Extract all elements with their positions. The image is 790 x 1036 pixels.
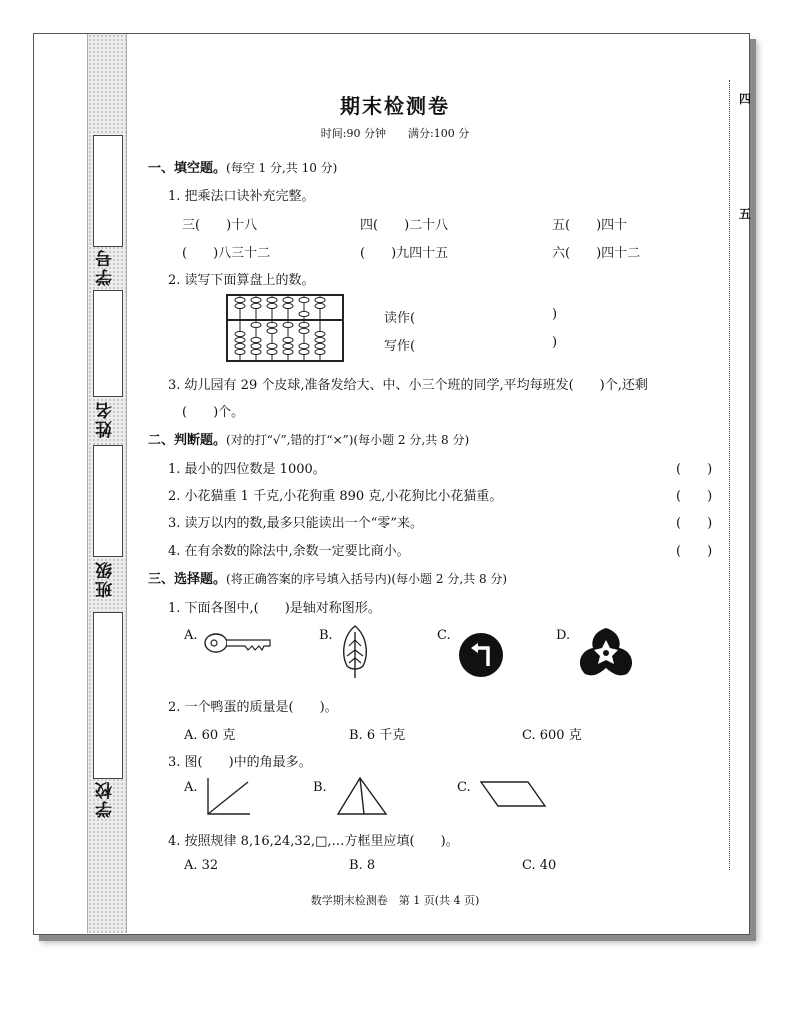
section-2-note: (对的打“√”,错的打“×”)(每小题 2 分,共 8 分) [226,433,470,447]
key-icon [202,628,274,658]
q1-1-item: 五( )四十 [552,218,628,233]
student-id-box[interactable] [93,135,123,247]
write-as-label: 写作( [384,339,416,354]
page-title: 期末检测卷 [340,94,450,118]
q1-1-item: 六( )四十二 [552,246,641,261]
edge-char-4: 四 [739,92,752,106]
angle-figure-a [204,776,254,818]
option-a-label: A. [184,780,198,795]
read-as-close: ) [552,307,558,322]
section-3-note: (将正确答案的序号填入括号内)(每小题 2 分,共 8 分) [226,572,508,586]
write-as-close: ) [552,335,558,350]
option-c: C. 600 克 [522,728,582,743]
q1-1-item: ( )八三十二 [182,246,271,261]
section-1-header [148,157,337,176]
judge-bracket[interactable]: ( ) [676,462,713,477]
option-b-label: B. [319,628,333,643]
leaf-icon [337,624,373,680]
option-a-label: A. [184,628,198,643]
section-2-title: 二、判断题。 [148,433,227,448]
read-as-label: 读作( [384,311,416,326]
q1-2-text: 2. 读写下面算盘上的数。 [168,273,315,288]
name-box[interactable] [93,290,123,397]
q1-3-line2: ( )个。 [182,405,245,420]
parallelogram-figure-c [478,778,548,810]
section-3-title: 三、选择题。 [148,572,227,587]
judge-item: 4. 在有余数的除法中,余数一定要比商小。 [168,544,410,559]
option-a: A. 32 [184,858,219,873]
option-b: B. 8 [349,858,376,873]
option-a: A. 60 克 [184,728,236,743]
edge-char-5: 五 [739,207,752,221]
turn-left-sign-icon [458,632,504,678]
q1-3-line1: 3. 幼儿园有 29 个皮球,准备发给大、中、小三个班的同学,平均每班发( )个,还剩 [168,378,648,393]
option-c-label: C. [457,780,471,795]
judge-bracket[interactable]: ( ) [676,544,713,559]
q3-1-text: 1. 下面各图中,( )是轴对称图形。 [168,601,381,616]
q3-3-text: 3. 图( )中的角最多。 [168,755,312,770]
school-box[interactable] [93,612,123,779]
student-id-label: 学号 [96,248,116,286]
q3-4-text: 4. 按照规律 8,16,24,32,□,…方框里应填( )。 [168,834,459,849]
q1-1-item: 四( )二十八 [360,218,449,233]
judge-item: 1. 最小的四位数是 1000。 [168,462,326,477]
section-1-note: (每空 1 分,共 10 分) [226,161,338,175]
section-1-title: 一、填空题。 [148,161,227,176]
triangle-figure-b [334,776,390,818]
page-footer: 数学期末检测卷 第 1 页(共 4 页) [310,894,480,907]
cut-line [729,80,730,870]
class-label: 班级 [96,560,116,598]
class-box[interactable] [93,445,123,557]
q1-1-item: ( )九四十五 [360,246,449,261]
section-2-header [148,429,469,448]
abacus-figure [226,294,344,362]
exam-info: 时间:90 分钟 满分:100 分 [320,127,470,140]
ornament-icon [575,626,637,678]
judge-item: 3. 读万以内的数,最多只能读出一个“零”来。 [168,516,423,531]
judge-bracket[interactable]: ( ) [676,489,713,504]
judge-item: 2. 小花猫重 1 千克,小花狗重 890 克,小花狗比小花猫重。 [168,489,503,504]
q3-2-text: 2. 一个鸭蛋的质量是( )。 [168,700,338,715]
section-3-header [148,568,507,587]
exam-sheet [33,33,750,935]
option-b-label: B. [313,780,327,795]
q1-1-text: 1. 把乘法口诀补充完整。 [168,189,315,204]
judge-bracket[interactable]: ( ) [676,516,713,531]
name-label: 姓名 [96,400,116,438]
option-c-label: C. [437,628,451,643]
option-c: C. 40 [522,858,557,873]
option-d-label: D. [556,628,571,643]
q1-1-item: 三( )十八 [182,218,258,233]
option-b: B. 6 千克 [349,728,406,743]
school-label: 学校 [96,780,116,818]
